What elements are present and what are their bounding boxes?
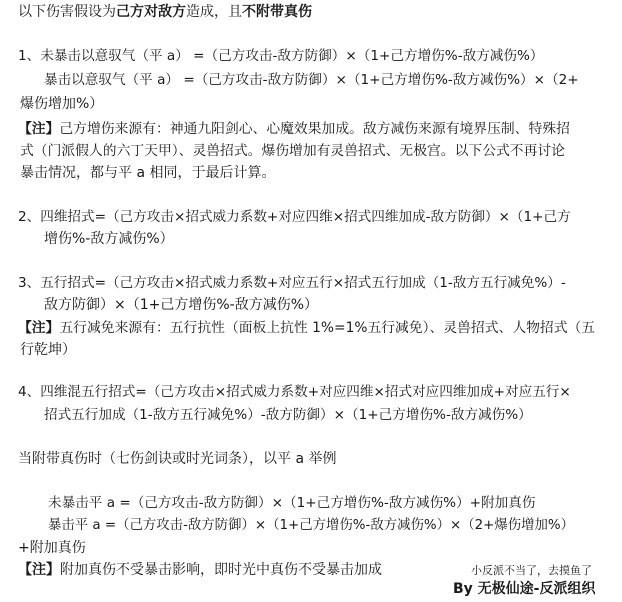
note-final-tag: 【注】: [18, 562, 60, 578]
note-final-text: 附加真伤不受暴击影响，即时光中真伤不受暴击加成: [60, 562, 382, 578]
signature: By 无极仙途-反派组织: [453, 581, 596, 597]
truedmg-line2: 暴击平 a =（己方攻击-敌方防御）×（1+己方增伤%-敌方减伤%）×（2+爆伤增加%）: [48, 518, 575, 533]
note-final: [18, 560, 382, 580]
section3-line2: 敌方防御）×（1+己方增伤%-敌方减伤%）: [44, 297, 319, 313]
section4-line2: 招式五行加成（1-敌方五行减免%）-敌方防御）×（1+己方增伤%-敌方减伤%）: [44, 407, 532, 423]
section2-line1: 2、四维招式=（己方攻击×招式威力系数+对应四维×招式四维加成-敌方防御）×（1+己方: [18, 209, 571, 225]
section1-line1: 1、未暴击以意驭气（平 a） =（己方攻击-敌方防御）×（1+己方增伤%-敌方减伤%）: [18, 48, 544, 64]
note3-tag: 【注】: [18, 320, 60, 336]
section3-line1: 3、五行招式=（己方攻击×招式威力系数+对应五行×招式五行加成（1-敌方五行减免%）-: [18, 275, 566, 291]
truedmg-line3: +附加真伤: [18, 540, 86, 556]
section4-line1: 4、四维混五行招式=（己方攻击×招式威力系数+对应四维×招式对应四维加成+对应五行×: [18, 384, 571, 400]
note1-text1: 己方增伤来源有：神通九阳剑心、心魔效果加成。敌方减伤来源有境界压制、特殊招: [59, 121, 570, 137]
note1-tag: 【注】: [18, 121, 60, 137]
section2-line2: 增伤%-敌方减伤%）: [44, 231, 174, 247]
note1-line1: [18, 119, 570, 139]
intro-prefix: 以下伤害假设为: [18, 4, 116, 20]
note1-line3: 暴击情况，都与平 a 相同，于最后计算。: [20, 165, 276, 181]
section1-line2: 暴击以意驭气（平 a） =（己方攻击-敌方防御）×（1+己方增伤%-敌方减伤%）×（2+: [44, 72, 579, 88]
note1-line2: 式（门派假人的六丁天甲）、灵兽招式。爆伤增加有灵兽招式、无极宫。以下公式不再讨论: [20, 143, 565, 159]
intro-line: [18, 2, 312, 22]
intro-middle: 造成，且: [186, 4, 242, 20]
side-note: 小反派不当了，去摸鱼了: [471, 564, 592, 577]
truedmg-intro: 当附带真伤时（七伤剑诀或时光词条），以平 a 举例: [18, 451, 337, 467]
intro-emph-no-true-damage: 不附带真伤: [242, 4, 312, 20]
intro-emph-side: 己方对敌方: [116, 4, 186, 20]
truedmg-line1: 未暴击平 a =（己方攻击-敌方防御）×（1+己方增伤%-敌方减伤%）+附加真伤: [48, 495, 536, 511]
note3-text1: 五行减免来源有：五行抗性（面板上抗性 1%=1%五行减免）、灵兽招式、人物招式（五: [59, 320, 596, 336]
section1-line3: 爆伤增加%）: [20, 96, 104, 112]
note3-line1: [18, 318, 595, 338]
note3-line2: 行乾坤）: [20, 342, 76, 358]
